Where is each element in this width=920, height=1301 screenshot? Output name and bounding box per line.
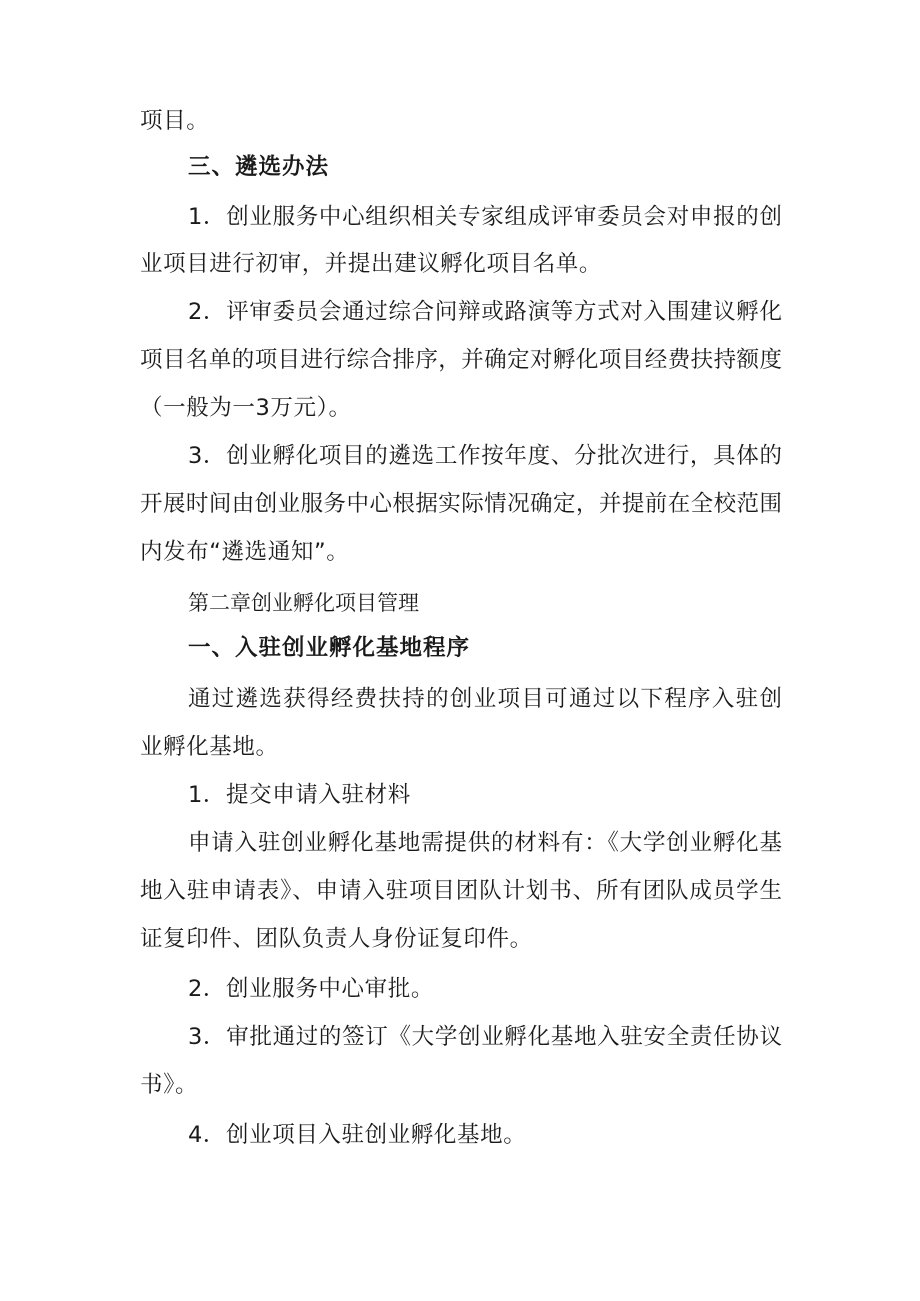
chapter-title: 第二章创业孵化项目管理 (188, 591, 419, 615)
body-text-line: 书》。 (140, 1072, 199, 1098)
body-text-line: 通过遴选获得经费扶持的创业项目可通过以下程序入驻创 (188, 686, 782, 712)
body-text-line: 申请入驻创业孵化基地需提供的材料有：《大学创业孵化基 (188, 830, 782, 856)
body-text-line: 1．创业服务中心组织相关专家组成评审委员会对申报的创 (188, 204, 782, 230)
body-text-line: 开展时间由创业服务中心根据实际情况确定，并提前在全校范围 (140, 491, 782, 517)
body-text-line: 2．创业服务中心审批。 (188, 976, 434, 1002)
body-text-line: 项目名单的项目进行综合排序，并确定对孵化项目经费扶持额度 (140, 347, 782, 373)
body-text-line: 内发布“遴选通知”。 (140, 539, 350, 565)
section-heading: 三、遴选办法 (188, 154, 330, 180)
body-text-line: 项目。 (140, 108, 210, 134)
body-text-line: 1．提交申请入驻材料 (188, 782, 411, 808)
body-text-line: 2．评审委员会通过综合问辩或路演等方式对入围建议孵化 (188, 299, 782, 325)
body-text-line: 证复印件、团队负责人身份证复印件。 (140, 926, 533, 952)
body-text-line: 地入驻申请表》、申请入驻项目团队计划书、所有团队成员学生 (140, 878, 782, 904)
body-text-line: 业项目进行初审，并提出建议孵化项目名单。 (140, 251, 603, 277)
body-text-line: 业孵化基地。 (140, 734, 279, 760)
section-heading: 一、入驻创业孵化基地程序 (188, 635, 471, 661)
body-text-line: （一般为一3万元）。 (140, 395, 352, 421)
body-text-line: 4．创业项目入驻创业孵化基地。 (188, 1122, 527, 1148)
body-text-line: 3．创业孵化项目的遴选工作按年度、分批次进行，具体的 (188, 443, 782, 469)
body-text-line: 3．审批通过的签订《大学创业孵化基地入驻安全责任协议 (188, 1024, 782, 1050)
